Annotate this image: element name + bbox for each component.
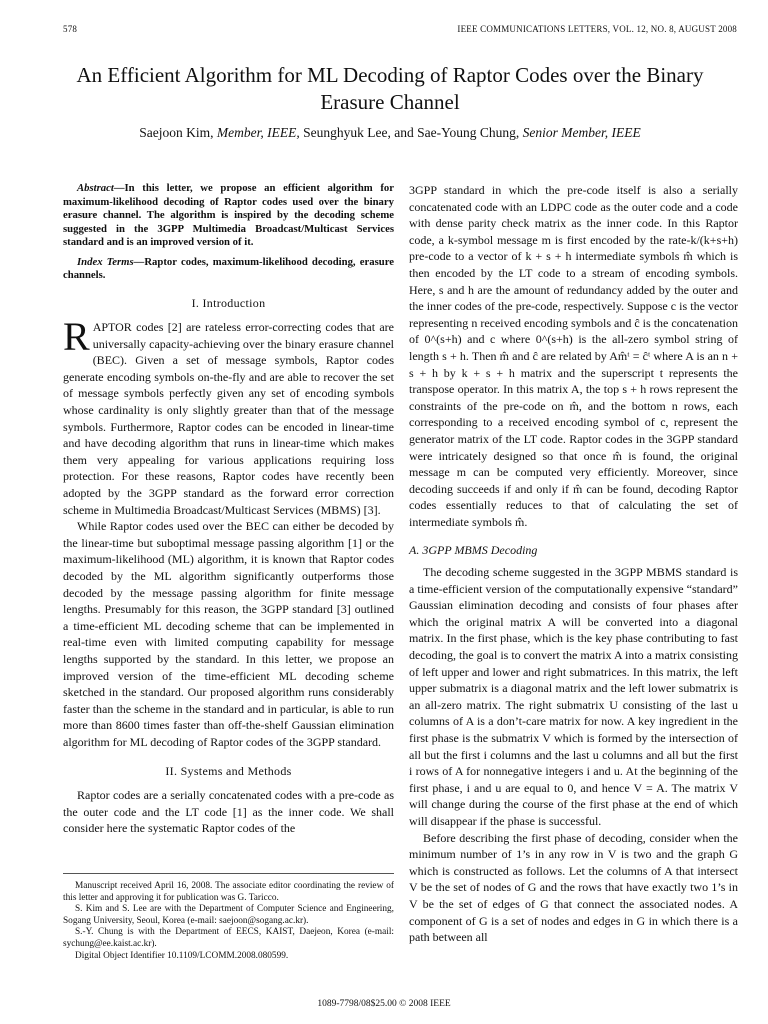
footnote-affiliation-1: S. Kim and S. Lee are with the Department of Computer Science and Engineering, Sogang University, Seoul, Korea (e-mail: saejoon@sogang.ac.kr). [63, 904, 394, 926]
running-head [63, 24, 737, 38]
author-3-role: Senior Member, IEEE [522, 125, 641, 140]
footnote-rule [63, 873, 394, 874]
author-1: Saejoon Kim, [139, 125, 214, 140]
intro-paragraph-1-text: APTOR codes [2] are rateless error-correcting codes that are universally capacity-achieving over the binary erasure channel (BEC). Given a set of message symbols, Raptor codes generate encoding symbols on-the-fly and are able to recover the set of message symbols perfectly given any set of encoding symbols whose cardinality is only slightly greater than that of the message symbols. Furthermore, Raptor codes can be encoded in linear-time and have decoding algorithm that runs in linear-time which makes them very appealing for various applications requiring loss protection. For these reasons, Raptor codes have recently been adopted by the 3GPP standard as the forward error correction scheme in Multimedia Broadcast/Multicast Services (MBMS) [3]. [63, 320, 394, 517]
author-1-role: Member, IEEE, [216, 125, 300, 140]
author-line [70, 125, 710, 141]
abstract-label: Abstract— [77, 182, 125, 194]
subsection-heading-3gpp: A. 3GPP MBMS Decoding [409, 543, 538, 558]
right-paragraph-3: Before describing the first phase of decoding, consider when the minimum number of 1’s in any row in V is two and the graph G which is constructed as follows. Let the columns of A that intersect V be the set of nodes of G and the rows that have exactly two 1’s in V be the set of edges of G that connect the associated nodes. A component of G is a set of nodes and edges in G in which there is a path between all [409, 830, 738, 945]
footnote-affiliation-2: S.-Y. Chung is with the Department of EECS, KAIST, Daejeon, Korea (e-mail: sychung@ee.kaist.ac.kr). [63, 927, 394, 949]
left-column [63, 182, 394, 837]
index-terms-text: Raptor codes, maximum-likelihood decoding, erasure channels. [63, 255, 394, 281]
abstract [63, 182, 394, 250]
copyright-line: 1089-7798/08$25.00 © 2008 IEEE [317, 999, 451, 1009]
abstract-text: In this letter, we propose an efficient algorithm for maximum-likelihood decoding of Raptor codes used over the binary erasure channel. The algorithm is inspired by the decoding scheme suggested in the 3GPP Multimedia Broadcast/Multicast Services standard and is an improved version of it. [63, 182, 394, 248]
intro-paragraph-2: While Raptor codes used over the BEC can either be decoded by the linear-time but suboptimal message passing algorithm [1] or the maximum-likelihood (ML) algorithm, it is known that Raptor codes decoded by the ML algorithm significantly outperforms those decoded by the message passing algorithm for finite message lengths. Presumably for this reason, the 3GPP standard [3] outlined a time-efficient ML decoding scheme that can be implemented in real-time even with limited computing capability for message lengths supported by the standard. In this letter, we propose an improved version of the time-efficient ML decoding scheme sketched in the standard. Our proposed algorithm runs considerably faster than the scheme in the standard and in particular, is able to run more than 8600 times faster than off-the-shelf Gaussian elimination algorithm for ML decoding of Raptor codes of the 3GPP standard. [63, 519, 394, 749]
paper-title: An Efficient Algorithm for ML Decoding of Raptor Codes over the Binary Erasure Channel [76, 63, 704, 114]
author-2-3: Seunghyuk Lee, and Sae-Young Chung, [303, 125, 520, 140]
section-heading-systems: II. Systems and Methods [165, 763, 292, 778]
section-heading-introduction: I. Introduction [191, 295, 266, 310]
drop-cap: R [63, 314, 90, 360]
right-paragraph-1: 3GPP standard in which the pre-code itself is also a serially concatenated code with an LDPC code as the outer code and a code with dense parity check matrix as the inner code. In this Raptor code, a k-symbol message m is first encoded by the rate-k/(k+s+h) pre-code to a vector of k + s + h intermediate symbols m̂ which is then encoded by the LT code to a stream of encoding symbols. Here, s and h are the amount of redundancy added by the outer and the inner codes of the pre-code, respectively. Suppose c is the vector representing n received encoding symbols and ĉ is the concatenation of 0^(s+h) and c where 0^(s+h) is the all-zero symbol string of length s + h. Then m̂ and ĉ are related by Am̂ᵗ = ĉᵗ where A is an n + s + h by k + s + h matrix and the superscript t represents the transpose operator. In this matrix A, the top s + h rows represent the constraints of the pre-code on m̂, and the bottom n rows, each corresponding to a received encoding symbol of c, represent the generator matrix of the LT code. Raptor codes in the 3GPP standard were intricately designed so that once m̂ is found, the original message m can be computed very efficiently. Moreover, since decoding succeeds if and only if m̂ can be found, decoding Raptor codes essentially reduces to that of calculating the set of intermediate symbols m̂. [409, 183, 738, 529]
systems-paragraph-1: Raptor codes are a serially concatenated codes with a pre-code as the outer code and the LT code [1] as the inner code. We shall consider here the systematic Raptor codes of the [63, 788, 394, 836]
right-paragraph-2: The decoding scheme suggested in the 3GPP MBMS standard is a time-efficient version of the computationally expensive “standard” Gaussian elimination decoding and consists of four phases after which the original matrix A will be converted into a diagonal matrix. In the first phase, which is the key phase contributing to fast decoding, the goal is to convert the matrix A into a matrix consisting of left upper and lower and right submatrices. In this matrix, the left upper submatrix is a diagonal matrix and the left lower submatrix is an all-zero matrix. The right submatrix U consisting of the last u columns of A is a don’t-care matrix for now. A key ingredient in the first phase is the submatrix V which is formed by the intersection of all but the first i columns and the last u columns and all but the first i rows of A for nonnegative integers i and u. At the beginning of the first phase, i and u are equal to 0, and hence V = A. The matrix V will change during the course of the first phase at the end of which will disappear if the phase is successful. [409, 565, 738, 828]
index-terms [63, 256, 394, 283]
page-number: 578 [63, 24, 78, 34]
footnote-doi: Digital Object Identifier 10.1109/LCOMM.2008.080599. [75, 950, 289, 961]
journal-name: IEEE COMMUNICATIONS LETTERS, VOL. 12, NO. 8, AUGUST 2008 [457, 24, 737, 34]
intro-paragraph-1 [63, 314, 394, 518]
footnotes [63, 881, 394, 962]
right-column [409, 182, 738, 946]
footnote-manuscript: Manuscript received April 16, 2008. The associate editor coordinating the review of this letter and approving it for publication was G. Taricco. [63, 881, 394, 903]
index-terms-label: Index Terms— [77, 255, 145, 268]
